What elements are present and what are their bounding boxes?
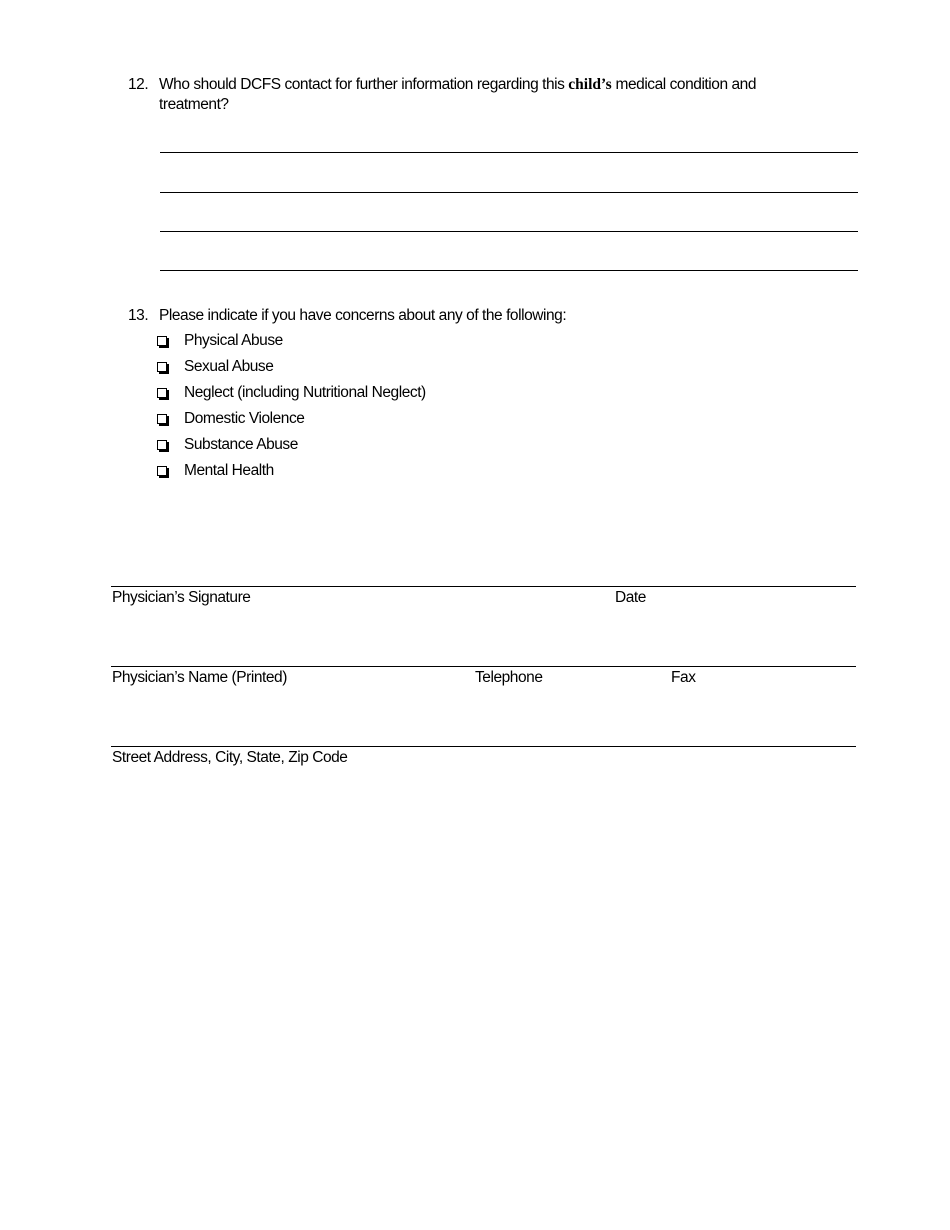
telephone-label: Telephone <box>475 669 543 686</box>
q12-bold-word: child’s <box>568 76 612 93</box>
address-line[interactable] <box>111 746 856 747</box>
concern-option-label: Physical Abuse <box>184 332 283 349</box>
q13-text: Please indicate if you have concerns about any of the following: <box>159 307 567 324</box>
q12-answer-line-4[interactable] <box>160 270 858 271</box>
physician-name-label: Physician’s Name (Printed) <box>112 669 287 686</box>
checkbox-icon[interactable] <box>157 336 167 346</box>
q12-answer-line-3[interactable] <box>160 231 858 232</box>
physician-signature-label: Physician’s Signature <box>112 589 251 606</box>
checkbox-icon[interactable] <box>157 362 167 372</box>
q12-number: 12. <box>128 76 149 93</box>
concern-option-label: Sexual Abuse <box>184 358 274 375</box>
name-line[interactable] <box>111 666 856 667</box>
concern-option-label: Neglect (including Nutritional Neglect) <box>184 384 426 401</box>
q12-text-part: medical condition and <box>611 76 756 93</box>
signature-line[interactable] <box>111 586 856 587</box>
fax-label: Fax <box>671 669 696 686</box>
concern-option-label: Substance Abuse <box>184 436 298 453</box>
q12-text-part: Who should DCFS contact for further information regarding this <box>159 76 569 93</box>
date-label: Date <box>615 589 646 606</box>
q12-text <box>159 75 756 95</box>
q12-answer-line-1[interactable] <box>160 152 858 153</box>
q12-text-line2: treatment? <box>159 96 229 113</box>
q13-number: 13. <box>128 307 149 324</box>
concern-option-label: Mental Health <box>184 462 274 479</box>
checkbox-icon[interactable] <box>157 440 167 450</box>
concern-option-label: Domestic Violence <box>184 410 305 427</box>
q12-answer-line-2[interactable] <box>160 192 858 193</box>
checkbox-icon[interactable] <box>157 466 167 476</box>
address-label: Street Address, City, State, Zip Code <box>112 749 348 766</box>
checkbox-icon[interactable] <box>157 414 167 424</box>
checkbox-icon[interactable] <box>157 388 167 398</box>
